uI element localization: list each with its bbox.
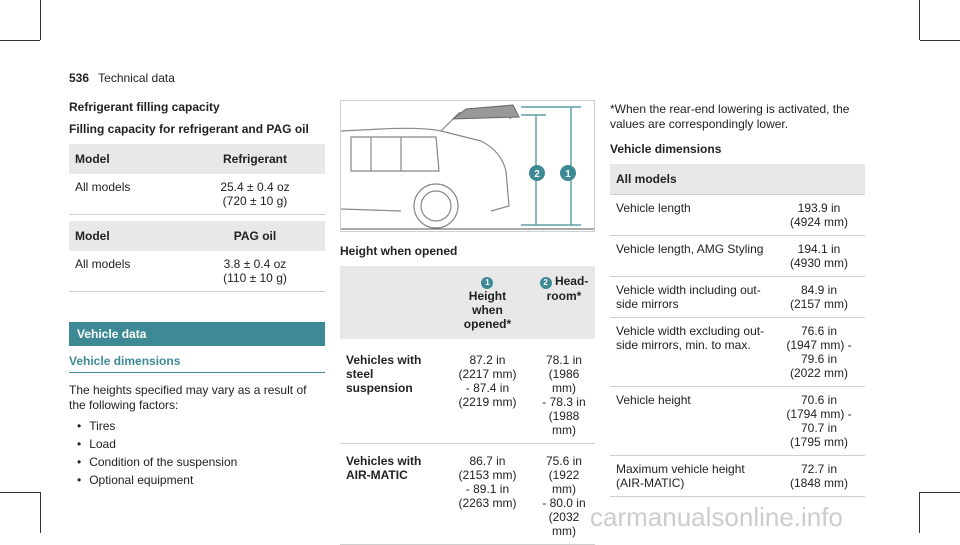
table-cell: Vehicle length, AMG Styling (610, 236, 773, 277)
list-item: • Load (77, 435, 325, 453)
table-cell: Vehicle height (610, 387, 773, 456)
table-cell: All models (69, 251, 185, 292)
crop-mark (0, 40, 40, 41)
footnote: *When the rear-end lowering is activated, the values are correspondingly lower. (610, 102, 850, 131)
table-cell (185, 174, 325, 215)
marker-label: 1 (565, 169, 571, 180)
car-illustration (340, 100, 595, 232)
value-line: (110 ± 10 g) (223, 271, 287, 285)
table-cell: Vehicle length (610, 195, 773, 236)
table-cell: 87.2 in (2217 mm) - 87.4 in (2219 mm) (442, 339, 533, 444)
table-header: Refrigerant (185, 144, 325, 174)
value-line: 3.8 ± 0.4 oz (223, 257, 287, 271)
crop-mark (40, 492, 41, 533)
table-cell (185, 251, 325, 292)
factor-list (69, 417, 325, 489)
crop-mark (919, 492, 920, 533)
table-cell: Vehicle width excluding out-side mirrors, min. to max. (610, 318, 773, 387)
crop-mark (919, 0, 920, 40)
header-label: Height when opened* (463, 289, 512, 331)
refrigerant-table (69, 144, 325, 292)
table-cell: 86.7 in (2153 mm) - 89.1 in (2263 mm) (442, 444, 533, 545)
page-number: 536 (69, 71, 90, 85)
header-label: Head-room* (546, 274, 589, 303)
dimensions-title: Vehicle dimensions (610, 142, 722, 156)
page-header (69, 71, 175, 85)
section-bar-vehicle-data: Vehicle data (69, 322, 325, 346)
table-header: Model (69, 144, 185, 174)
table-cell: Maximum vehicle height (AIR-MATIC) (610, 456, 773, 497)
list-item: • Optional equipment (77, 471, 325, 489)
marker-label: 2 (534, 169, 540, 180)
table-cell: 75.6 in (1922 mm) - 80.0 in (2032 mm) (533, 444, 595, 545)
marker-2-icon: 2 (540, 277, 552, 289)
list-item: • Condition of the suspension (77, 453, 325, 471)
value-line: 25.4 ± 0.4 oz (220, 180, 290, 194)
watermark: carmanualsonline.info (590, 502, 843, 532)
intro-paragraph: The heights specified may vary as a result of the following factors: (69, 383, 307, 412)
height-column (340, 100, 595, 545)
car-tailgate-image (341, 101, 594, 231)
section-subtitle: Vehicle dimensions (69, 354, 325, 373)
crop-mark (920, 492, 960, 493)
height-opened-title: Height when opened (340, 244, 458, 258)
table-cell: Vehicles with steel suspension (340, 339, 442, 444)
dimensions-column (610, 100, 865, 497)
height-table (340, 266, 595, 545)
table-cell: All models (69, 174, 185, 215)
table-cell: 72.7 in (1848 mm) (773, 456, 865, 497)
refrigerant-subtitle: Filling capacity for refrigerant and PAG oil (69, 122, 309, 136)
table-cell: 76.6 in (1947 mm) - 79.6 in (2022 mm) (773, 318, 865, 387)
table-header (442, 266, 533, 339)
table-header: All models (610, 164, 865, 195)
crop-mark (40, 0, 41, 40)
table-cell: 194.1 in (4930 mm) (773, 236, 865, 277)
table-header: Model (69, 221, 185, 251)
crop-mark (0, 492, 40, 493)
table-cell: Vehicles with AIR-MATIC (340, 444, 442, 545)
refrigerant-title: Refrigerant filling capacity (69, 100, 220, 114)
table-cell: 84.9 in (2157 mm) (773, 277, 865, 318)
value-line: (720 ± 10 g) (222, 194, 288, 208)
list-item: • Tires (77, 417, 325, 435)
table-cell: 193.9 in (4924 mm) (773, 195, 865, 236)
table-header (533, 266, 595, 339)
marker-1-icon: 1 (481, 277, 493, 289)
section-name: Technical data (98, 71, 175, 85)
dimensions-table (610, 164, 865, 497)
refrigerant-column (69, 100, 325, 489)
table-cell: Vehicle width including out-side mirrors (610, 277, 773, 318)
crop-mark (920, 40, 960, 41)
table-cell: 70.6 in (1794 mm) - 70.7 in (1795 mm) (773, 387, 865, 456)
table-cell: 78.1 in (1986 mm) - 78.3 in (1988 mm) (533, 339, 595, 444)
table-header: PAG oil (185, 221, 325, 251)
